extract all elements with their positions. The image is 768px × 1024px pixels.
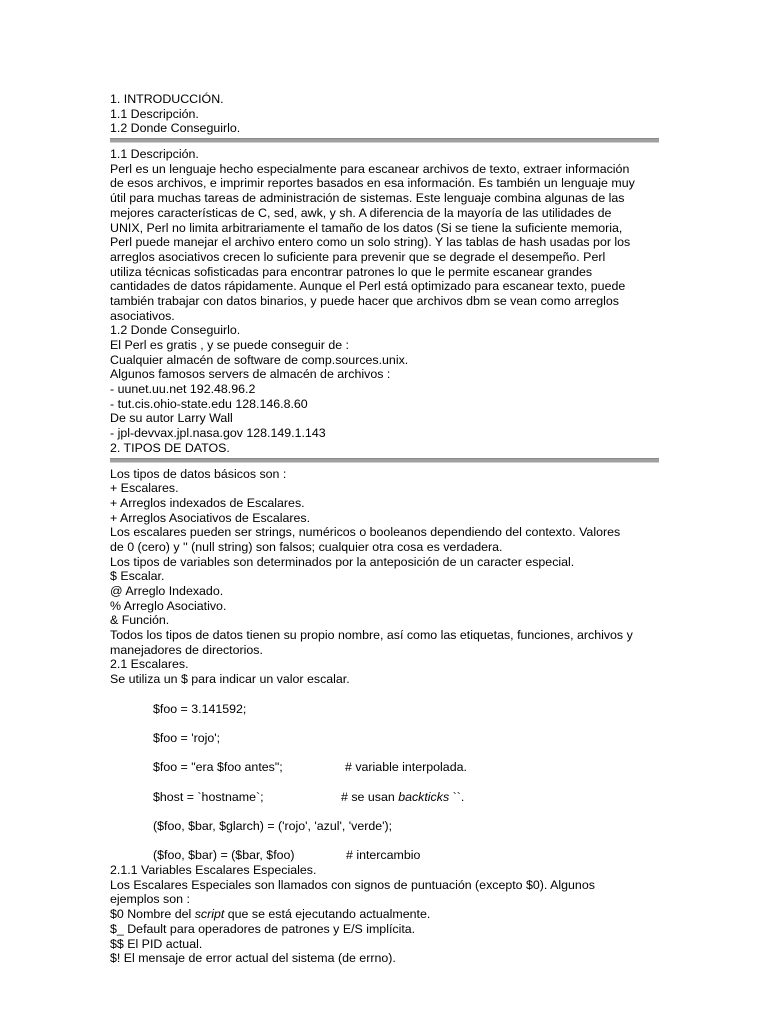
paragraph-line: Los escalares pueden ser strings, numéricos o booleanos dependiendo del contexto. Valores (110, 525, 621, 540)
paragraph-line: cantidades de datos rápidamente. Aunque el Perl está optimizado para escanear texto, puede (110, 279, 626, 294)
list-item: % Arreglo Asociativo. (110, 598, 227, 613)
code-line (110, 790, 662, 805)
code-comment-emphasis: backticks (398, 789, 450, 804)
code-line (110, 760, 662, 775)
toc-item[interactable]: 1.2 Donde Conseguirlo. (110, 121, 241, 136)
server-entry: - tut.cis.ohio-state.edu 128.146.8.60 (110, 396, 308, 411)
paragraph-line: Los tipos de datos básicos son : (110, 466, 287, 481)
paragraph-line: Se utiliza un $ para indicar un valor escalar. (110, 672, 350, 687)
code-statement: $foo = "era $foo antes"; (153, 760, 283, 775)
code-line (110, 848, 662, 863)
code-comment: # variable interpolada. (345, 760, 467, 775)
server-entry: - jpl-devvax.jpl.nasa.gov 128.149.1.143 (110, 426, 326, 441)
paragraph-line: Perl es un lenguaje hecho especialmente para escanear archivos de texto, extraer información (110, 161, 630, 176)
code-line: ($foo, $bar, $glarch) = ('rojo', 'azul', 'verde'); (153, 819, 393, 833)
section-introduccion (110, 147, 662, 455)
paragraph-line: Los Escalares Especiales son llamados con signos de puntuación (excepto $0). Algunos (110, 877, 595, 892)
list-item: + Escalares. (110, 481, 179, 496)
list-item: @ Arreglo Indexado. (110, 584, 224, 598)
paragraph-line: Los tipos de variables son determinados por la anteposición de un caracter especial. (110, 554, 575, 569)
paragraph-line: Todos los tipos de datos tienen su propio nombre, así como las etiquetas, funciones, archivos y (110, 628, 633, 643)
paragraph-line: arreglos asociativos crecen lo suficiente para prevenir que se degrade el desempeño. Perl (110, 249, 606, 264)
code-spacer (110, 716, 662, 731)
paragraph-line: Algunos famosos servers de almacén de archivos : (110, 367, 391, 382)
paragraph-line: Cualquier almacén de software de comp.sources.unix. (110, 352, 409, 367)
variable-entry (110, 907, 662, 922)
code-example (110, 687, 662, 863)
code-spacer (110, 804, 662, 819)
toc-item[interactable]: 1.1 Descripción. (110, 106, 199, 121)
section-heading: 2. TIPOS DE DATOS. (110, 440, 230, 455)
code-spacer (110, 687, 662, 702)
variable-text: $0 Nombre del (110, 907, 195, 922)
code-comment: # se usan (341, 789, 399, 804)
paragraph-line: de 0 (cero) y '' (null string) son falsos; cualquier otra cosa es verdadera. (110, 539, 503, 554)
paragraph-line: El Perl es gratis , y se puede conseguir de : (110, 338, 349, 352)
variable-text: que se está ejecutando actualmente. (224, 907, 431, 922)
section-variables-especiales (110, 863, 662, 966)
paragraph-line: Perl puede manejar el archivo entero como un solo string). Y las tablas de hash usadas por los (110, 235, 631, 250)
document-page (110, 92, 662, 966)
list-item: & Función. (110, 613, 170, 628)
server-entry: - uunet.uu.net 192.48.96.2 (110, 382, 256, 397)
table-of-contents (110, 92, 662, 136)
horizontal-rule (110, 458, 659, 463)
variable-entry: $! El mensaje de error actual del sistema (de errno). (110, 951, 396, 966)
list-item: $ Escalar. (110, 569, 165, 584)
code-spacer (110, 746, 662, 761)
section-heading: 1.1 Descripción. (110, 147, 199, 162)
paragraph-line: manejadores de directorios. (110, 642, 263, 657)
code-line: $foo = 3.141592; (153, 701, 247, 716)
variable-entry: $$ El PID actual. (110, 936, 203, 951)
horizontal-rule (110, 138, 659, 143)
code-spacer (110, 834, 662, 849)
code-spacer (110, 775, 662, 790)
code-statement: ($foo, $bar) = ($bar, $foo) (153, 848, 295, 863)
paragraph-line: ejemplos son : (110, 892, 190, 907)
paragraph-line: mejores características de C, sed, awk, y sh. A diferencia de la mayoría de las utilidades de (110, 205, 612, 220)
paragraph-line: también trabajar con datos binarios, y puede hacer que archivos dbm se vean como arreglos (110, 293, 619, 308)
section-tipos-de-datos (110, 467, 662, 687)
paragraph-line: De su autor Larry Wall (110, 411, 233, 426)
paragraph-line: asociativos. (110, 308, 175, 323)
list-item: + Arreglos indexados de Escalares. (110, 495, 305, 510)
toc-item[interactable]: 1. INTRODUCCIÓN. (110, 92, 224, 106)
paragraph-line: UNIX, Perl no limita arbitrariamente el tamaño de los datos (Si se tiene la suficiente memoria, (110, 220, 623, 235)
code-statement: $host = `hostname`; (153, 789, 264, 804)
variable-emphasis: script (194, 907, 225, 922)
paragraph-line: utiliza técnicas sofisticadas para encontrar patrones lo que le permite escanear grandes (110, 264, 593, 279)
code-line: $foo = 'rojo'; (153, 730, 221, 745)
section-heading: 2.1 Escalares. (110, 657, 189, 672)
variable-entry: $_ Default para operadores de patrones y E/S implícita. (110, 921, 416, 936)
list-item: + Arreglos Asociativos de Escalares. (110, 510, 311, 525)
paragraph-line: de esos archivos, e imprimir reportes basados en esa información. Es también un lenguaje muy (110, 176, 635, 191)
section-heading: 2.1.1 Variables Escalares Especiales. (110, 863, 317, 878)
code-comment: # intercambio (346, 848, 421, 863)
section-heading: 1.2 Donde Conseguirlo. (110, 323, 241, 338)
code-comment: ``. (449, 789, 465, 804)
paragraph-line: útil para muchas tareas de administración de sistemas. Este lenguaje combina algunas de las (110, 191, 625, 206)
